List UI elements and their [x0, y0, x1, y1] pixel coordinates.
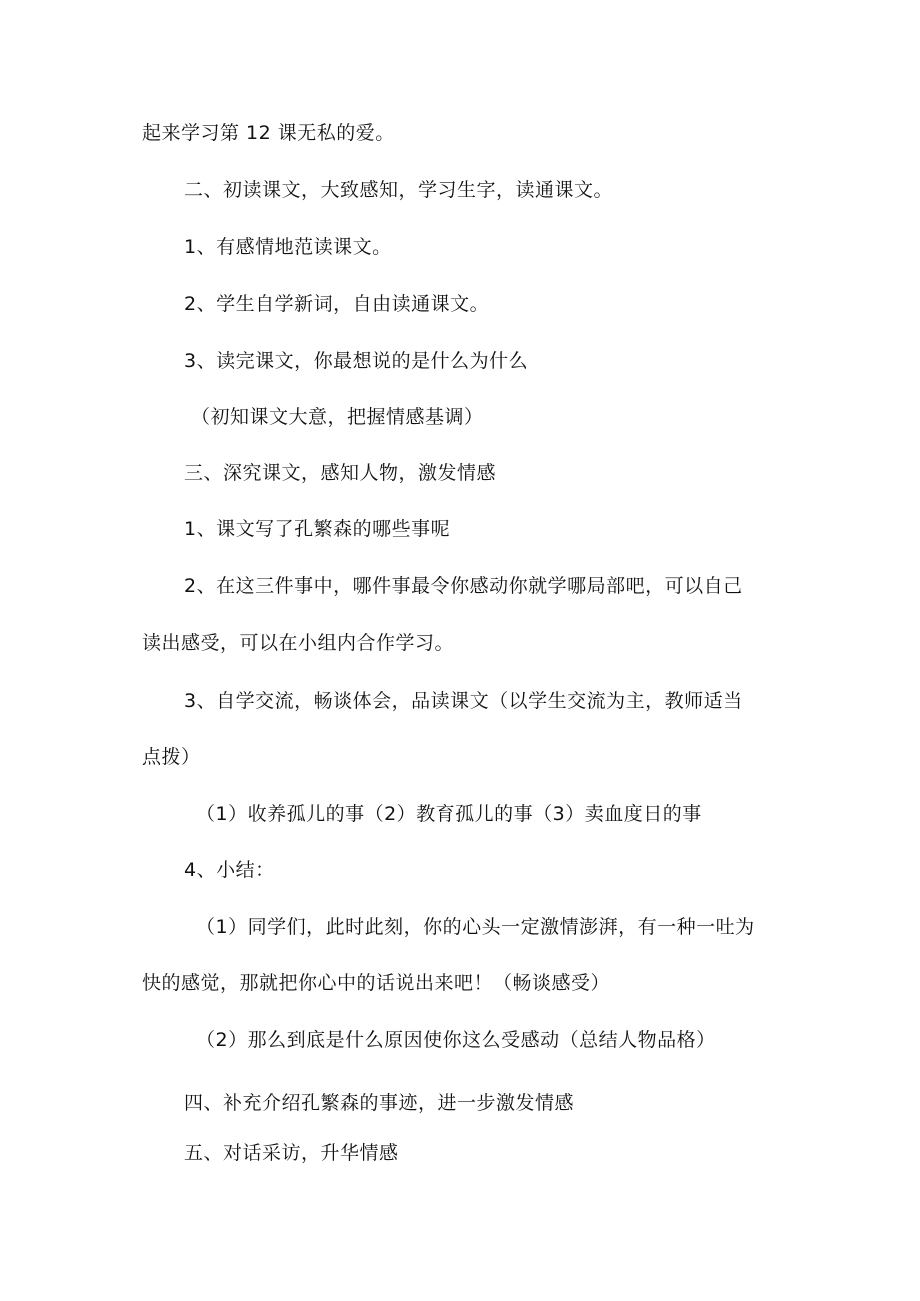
text-line: 快的感觉，那就把你心中的话说出来吧！（畅谈感受） [142, 972, 611, 994]
note-line: （初知课文大意，把握情感基调） [191, 406, 484, 428]
section-heading: 五、对话采访，升华情感 [184, 1142, 399, 1164]
list-item: 2、在这三件事中，哪件事最令你感动你就学哪局部吧，可以自己 [184, 575, 743, 597]
text-line: 点拨） [142, 746, 201, 768]
list-item: 1、课文写了孔繁森的哪些事呢 [184, 518, 451, 540]
section-heading: 二、初读课文，大致感知，学习生字，读通课文。 [184, 179, 614, 201]
section-heading: 四、补充介绍孔繁森的事迹，进一步激发情感 [184, 1092, 575, 1114]
list-item: 3、读完课文，你最想说的是什么为什么 [184, 350, 529, 372]
list-item: 4、小结： [184, 859, 275, 881]
list-item: 1、有感情地范读课文。 [184, 236, 392, 258]
text-line: 起来学习第 12 课无私的爱。 [142, 122, 395, 144]
sub-item-line: （1）收养孤儿的事（2）教育孤儿的事（3）卖血度日的事 [196, 803, 702, 825]
text-line: 读出感受，可以在小组内合作学习。 [142, 632, 455, 654]
section-heading: 三、深究课文，感知人物，激发情感 [184, 462, 497, 484]
sub-item-line: （1）同学们，此时此刻，你的心头一定激情澎湃，有一种一吐为 [196, 916, 755, 938]
list-item: 2、学生自学新词，自由读通课文。 [184, 293, 490, 315]
list-item: 3、自学交流，畅谈体会，品读课文（以学生交流为主，教师适当 [184, 690, 743, 712]
sub-item-line: （2）那么到底是什么原因使你这么受感动（总结人物品格） [196, 1029, 716, 1051]
